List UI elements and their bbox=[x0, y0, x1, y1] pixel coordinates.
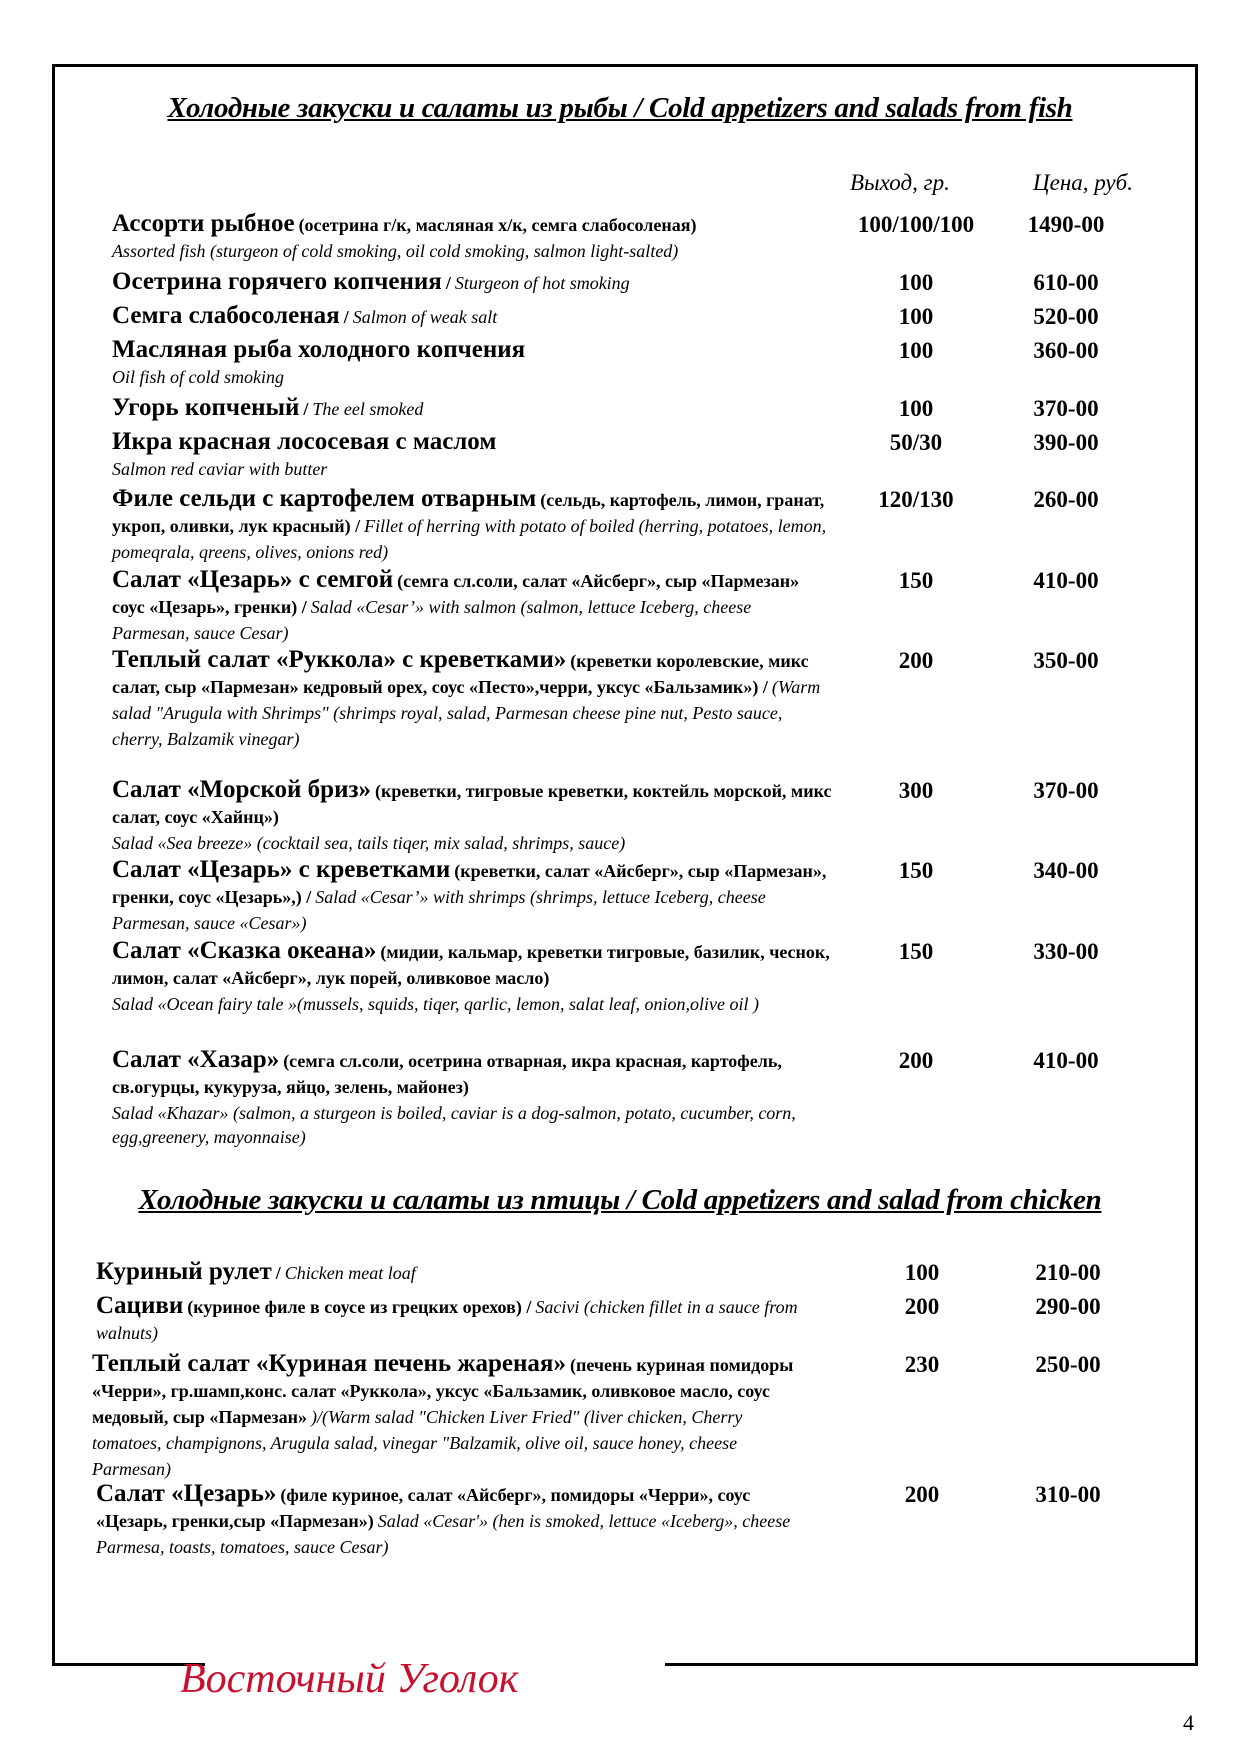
item-name: Салат «Хазар» bbox=[112, 1046, 280, 1073]
item-weight: 100 bbox=[898, 396, 934, 421]
item-name: Куриный рулет bbox=[96, 1258, 272, 1285]
item-english: Salmon red caviar with butter bbox=[112, 459, 328, 479]
item-english-inline: Salad «Cesar'» (hen is smoked, lettuce «Iceberg», cheese Parmesa, toasts, tomatoes, sauce Cesar) bbox=[96, 1511, 791, 1557]
item-name: Салат «Сказка океана» bbox=[112, 937, 377, 964]
menu-item-description bbox=[112, 430, 832, 481]
item-english: Salad «Khazar» (salmon, a sturgeon is boiled, caviar is a dog-salmon, potato, cucumber, corn, egg,greenery, mayonnaise) bbox=[112, 1103, 796, 1147]
item-detail: (креветки, салат «Айсберг», сыр «Пармезан», гренки, соус «Цезарь»,) / bbox=[112, 861, 827, 907]
item-weight: 120/130 bbox=[878, 487, 954, 512]
item-detail: / bbox=[303, 399, 309, 419]
item-weight: 200 bbox=[904, 1294, 940, 1319]
item-name: Угорь копченый bbox=[112, 394, 300, 421]
item-name: Ассорти рыбное bbox=[112, 210, 295, 237]
item-name: Теплый салат «Руккола» с креветками» bbox=[112, 646, 567, 673]
item-name: Салат «Цезарь» bbox=[96, 1480, 277, 1507]
item-price: 360-00 bbox=[1033, 338, 1099, 363]
item-price: 210-00 bbox=[1035, 1260, 1101, 1285]
item-weight: 300 bbox=[898, 778, 934, 803]
item-weight: 100 bbox=[904, 1260, 940, 1285]
menu-item-description bbox=[112, 396, 832, 423]
item-weight: 150 bbox=[898, 939, 934, 964]
item-name: Икра красная лососевая с маслом bbox=[112, 428, 497, 455]
fish-section-title: Холодные закуски и салаты из рыбы / Cold appetizers and salads from fish bbox=[167, 92, 1073, 124]
item-english-inline: The eel smoked bbox=[312, 399, 424, 419]
item-weight: 150 bbox=[898, 858, 934, 883]
item-price: 260-00 bbox=[1033, 487, 1099, 512]
item-weight: 230 bbox=[904, 1352, 940, 1377]
weight-column-header: Выход, гр. bbox=[850, 170, 950, 195]
menu-item-description bbox=[112, 212, 832, 263]
restaurant-logo bbox=[176, 1648, 616, 1710]
item-weight: 50/30 bbox=[889, 430, 943, 455]
item-detail: (креветки королевские, микс салат, сыр «Пармезан» кедровый орех, соус «Песто»,черри, уксус «Бальзамик») / bbox=[112, 651, 809, 697]
item-price: 350-00 bbox=[1033, 648, 1099, 673]
item-price: 410-00 bbox=[1033, 1048, 1099, 1073]
item-english-inline: Sacivi (chicken fillet in a sauce from walnuts) bbox=[96, 1297, 798, 1343]
item-detail: (сельдь, картофель, лимон, гранат, укроп, оливки, лук красный) / bbox=[112, 490, 825, 536]
item-name: Масляная рыба холодного копчения bbox=[112, 336, 526, 363]
item-english-inline: (Warm salad "Arugula with Shrimps" (shrimps royal, salad, Parmesan cheese pine nut, Pesto sauce, cherry, Balzamik vinegar) bbox=[112, 677, 821, 749]
item-price: 250-00 bbox=[1035, 1352, 1101, 1377]
item-weight: 200 bbox=[898, 648, 934, 673]
page-number: 4 bbox=[1183, 1710, 1194, 1735]
item-detail: (печень куриная помидоры «Черри», гр.шамп,конс. салат «Руккола», уксус «Бальзамик, оливковое масло, соус медовый, сыр «Пармезан» bbox=[92, 1355, 794, 1427]
item-detail: (филе куриное, салат «Айсберг», помидоры «Черри», соус «Цезарь, гренки,сыр «Пармезан») bbox=[96, 1485, 751, 1531]
item-price: 390-00 bbox=[1033, 430, 1099, 455]
item-detail: (мидии, кальмар, креветки тигровые, базилик, чеснок, лимон, салат «Айсберг», лук порей, оливковое масло) bbox=[112, 942, 830, 988]
chicken-section-title: Холодные закуски и салаты из птицы / Cold appetizers and salad from chicken bbox=[138, 1184, 1102, 1216]
menu-item-description bbox=[92, 1352, 812, 1483]
item-detail: (семга сл.соли, осетрина отварная, икра красная, картофель, св.огурцы, кукуруза, яйцо, зелень, майонез) bbox=[112, 1051, 782, 1097]
item-price: 370-00 bbox=[1033, 396, 1099, 421]
item-name: Филе сельди с картофелем отварным bbox=[112, 485, 537, 512]
item-price: 410-00 bbox=[1033, 568, 1099, 593]
item-price: 340-00 bbox=[1033, 858, 1099, 883]
item-detail: / bbox=[445, 273, 451, 293]
menu-item-description bbox=[112, 568, 832, 647]
menu-item-description bbox=[112, 939, 832, 1016]
item-name: Салат «Цезарь» с семгой bbox=[112, 566, 394, 593]
menu-item-description bbox=[112, 304, 832, 331]
item-name: Теплый салат «Куриная печень жареная» bbox=[92, 1350, 566, 1377]
menu-item-description bbox=[112, 648, 832, 753]
item-weight: 100 bbox=[898, 304, 934, 329]
item-detail: (куриное филе в соусе из грецких орехов) / bbox=[187, 1297, 532, 1317]
item-english-inline: Salad «Cesar’» with salmon (salmon, lettuce Iceberg, cheese Parmesan, sauce Cesar) bbox=[112, 597, 752, 643]
menu-item-description bbox=[96, 1482, 816, 1561]
item-english: Oil fish of cold smoking bbox=[112, 367, 284, 387]
item-weight: 100/100/100 bbox=[857, 212, 975, 237]
item-name: Салат «Цезарь» с креветками bbox=[112, 856, 451, 883]
item-price: 310-00 bbox=[1035, 1482, 1101, 1507]
item-price: 290-00 bbox=[1035, 1294, 1101, 1319]
menu-item-description bbox=[112, 487, 832, 566]
menu-item-description bbox=[96, 1294, 816, 1347]
item-english-inline: Chicken meat loaf bbox=[284, 1263, 416, 1283]
item-detail: (осетрина г/к, масляная х/к, семга слабосоленая) bbox=[298, 215, 697, 235]
item-weight: 200 bbox=[898, 1048, 934, 1073]
menu-item-description bbox=[112, 1048, 832, 1149]
item-price: 610-00 bbox=[1033, 270, 1099, 295]
item-detail: (семга сл.соли, салат «Айсберг», сыр «Пармезан» соус «Цезарь», гренки) / bbox=[112, 571, 800, 617]
price-column-header: Цена, руб. bbox=[1033, 170, 1133, 195]
item-english-inline: )/(Warm salad "Chicken Liver Fried" (liver chicken, Cherry tomatoes, champignons, Arugula salad, vinegar "Balzamik, olive oil, sauce honey, cheese Parmesan) bbox=[92, 1407, 743, 1479]
menu-item-description bbox=[112, 858, 832, 937]
item-weight: 100 bbox=[898, 270, 934, 295]
item-price: 520-00 bbox=[1033, 304, 1099, 329]
menu-item-description bbox=[112, 270, 832, 297]
item-weight: 150 bbox=[898, 568, 934, 593]
menu-item-description bbox=[96, 1260, 816, 1287]
item-detail: / bbox=[275, 1263, 281, 1283]
item-price: 330-00 bbox=[1033, 939, 1099, 964]
item-detail: / bbox=[343, 307, 349, 327]
item-english: Assorted fish (sturgeon of cold smoking, oil cold smoking, salmon light-salted) bbox=[112, 241, 679, 261]
item-english-inline: Fillet of herring with potato of boiled (herring, potatoes, lemon, pomeqrala, qreens, olives, onions red) bbox=[112, 516, 827, 562]
item-english-inline: Salad «Cesar’» with shrimps (shrimps, lettuce Iceberg, cheese Parmesan, sauce «Cesar») bbox=[112, 887, 766, 933]
item-weight: 200 bbox=[904, 1482, 940, 1507]
menu-item-description bbox=[112, 778, 832, 855]
item-english: Salad «Ocean fairy tale »(mussels, squids, tiqer, qarlic, lemon, salat leaf, onion,olive oil ) bbox=[112, 994, 759, 1014]
item-english: Salad «Sea breeze» (cocktail sea, tails tiqer, mix salad, shrimps, sauce) bbox=[112, 833, 626, 853]
item-price: 1490-00 bbox=[1027, 212, 1105, 237]
item-name: Сациви bbox=[96, 1292, 184, 1319]
item-name: Осетрина горячего копчения bbox=[112, 268, 442, 295]
menu-item-description bbox=[112, 338, 832, 389]
item-weight: 100 bbox=[898, 338, 934, 363]
logo-text: Восточный Уголок bbox=[180, 1656, 519, 1702]
item-name: Салат «Морской бриз» bbox=[112, 776, 372, 803]
item-english-inline: Salmon of weak salt bbox=[352, 307, 498, 327]
item-english-inline: Sturgeon of hot smoking bbox=[454, 273, 630, 293]
item-detail: (креветки, тигровые креветки, коктейль морской, микс салат, соус «Хайнц») bbox=[112, 781, 832, 827]
item-price: 370-00 bbox=[1033, 778, 1099, 803]
item-name: Семга слабосоленая bbox=[112, 302, 340, 329]
